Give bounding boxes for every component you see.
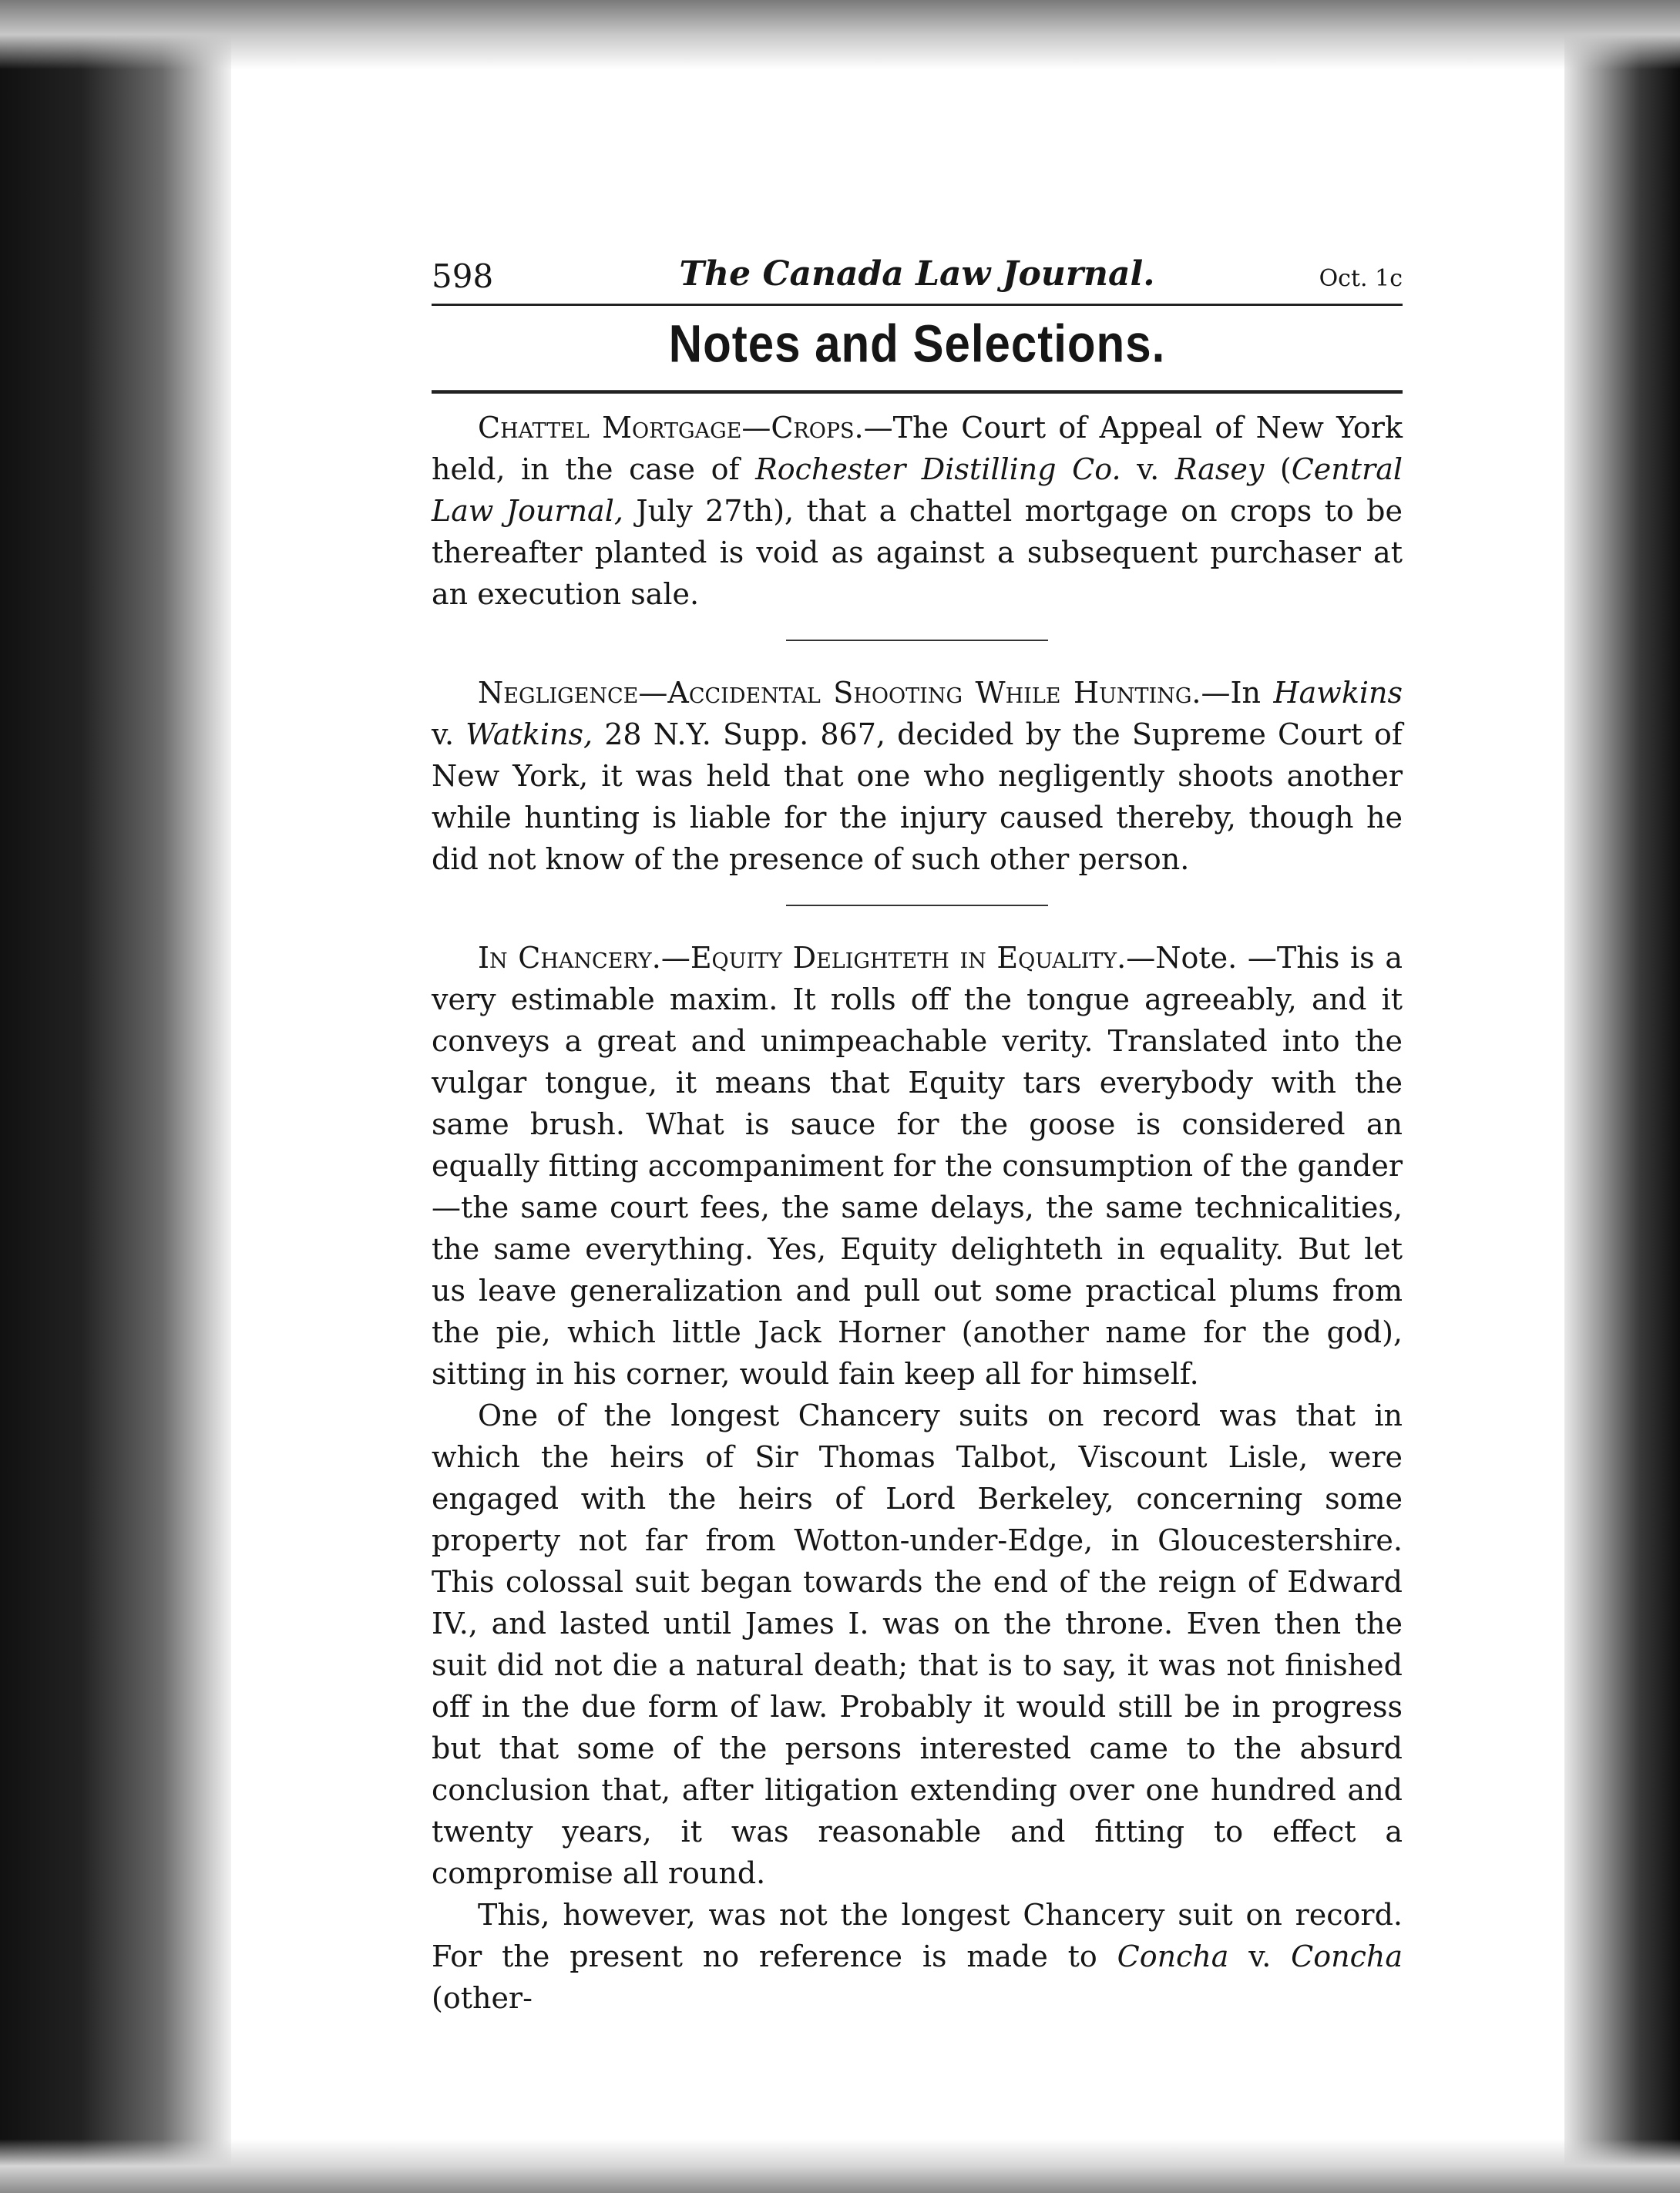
scan-top-edge [0, 0, 1680, 69]
article-divider [786, 640, 1048, 641]
case-name: Rasey [1174, 452, 1265, 486]
running-head [432, 254, 1403, 306]
article-paragraph: Negligence—Accidental Shooting While Hunting.—In Hawkins v. Watkins, 28 N.Y. Supp. 867, decided by the Supreme Court of New York, it was held that one who negligently shoots another while hunting is liable for the injury caused thereby, though he did not know of the presence of such other person. [432, 676, 1403, 876]
scan-bottom-edge [0, 2139, 1680, 2193]
article-paragraph: In Chancery.—Equity Delighteth in Equality.—Note. —This is a very estimable maxim. It rolls off the tongue agreeably, and it conveys a great and unimpeachable verity. Translated into the vulgar tongue, it means that Equity tars everybody with the same brush. What is sauce for the goose is considered an equally fitting accompaniment for the consumption of the gander—the same court fees, the same delays, the same technicalities, the same everything. Yes, Equity delighteth in equality. But let us leave generalization and pull out some practical plums from the pie, which little Jack Horner (another name for the god), sitting in his corner, would fain keep all for himself. [432, 941, 1403, 1391]
article-in-chancery [432, 937, 1403, 2019]
case-name: Hawkins [1273, 676, 1403, 710]
issue-date: Oct. 1c [1319, 265, 1403, 292]
case-name: Concha [1117, 1939, 1229, 1973]
scan-left-edge [0, 0, 231, 2193]
case-name: Concha [1291, 1939, 1403, 1973]
case-name: Rochester Distilling Co. [755, 452, 1121, 486]
article-heading: In Chancery.—Equity Delighteth in Equality. [478, 941, 1127, 975]
article-chattel-mortgage [432, 407, 1403, 615]
scan-right-edge [1564, 0, 1680, 2193]
article-divider [786, 905, 1048, 906]
journal-title: The Canada Law Journal. [679, 254, 1155, 294]
page-number: 598 [432, 257, 494, 295]
article-heading: Chattel Mortgage—Crops. [478, 411, 864, 445]
citation-source: Central Law Journal, [432, 452, 1403, 528]
article-paragraph: This, however, was not the longest Chancery suit on record. For the present no reference is made to Concha v. Concha (other- [432, 1898, 1403, 2015]
journal-page [432, 254, 1403, 2019]
article-negligence [432, 672, 1403, 880]
article-paragraph: Chattel Mortgage—Crops.—The Court of Appeal of New York held, in the case of Rochester Distilling Co. v. Rasey (Central Law Journal, July 27th), that a chattel mortgage on crops to be thereafter planted is void as against a subsequent purchaser at an execution sale. [432, 411, 1403, 611]
case-name: Watkins, [465, 717, 593, 751]
section-title: Notes and Selections. [432, 313, 1403, 394]
article-heading: Negligence—Accidental Shooting While Hunting. [478, 676, 1201, 710]
article-paragraph: One of the longest Chancery suits on record was that in which the heirs of Sir Thomas Talbot, Viscount Lisle, were engaged with the heirs of Lord Berkeley, concerning some property not far from Wotton-under-Edge, in Gloucestershire. This colossal suit began towards the end of the reign of Edward IV., and lasted until James I. was on the throne. Even then the suit did not die a natural death; that is to say, it was not finished off in the due form of law. Probably it would still be in progress but that some of the persons interested came to the absurd conclusion that, after litigation extending over one hundred and twenty years, it was reasonable and fitting to effect a compromise all round. [432, 1399, 1403, 1890]
